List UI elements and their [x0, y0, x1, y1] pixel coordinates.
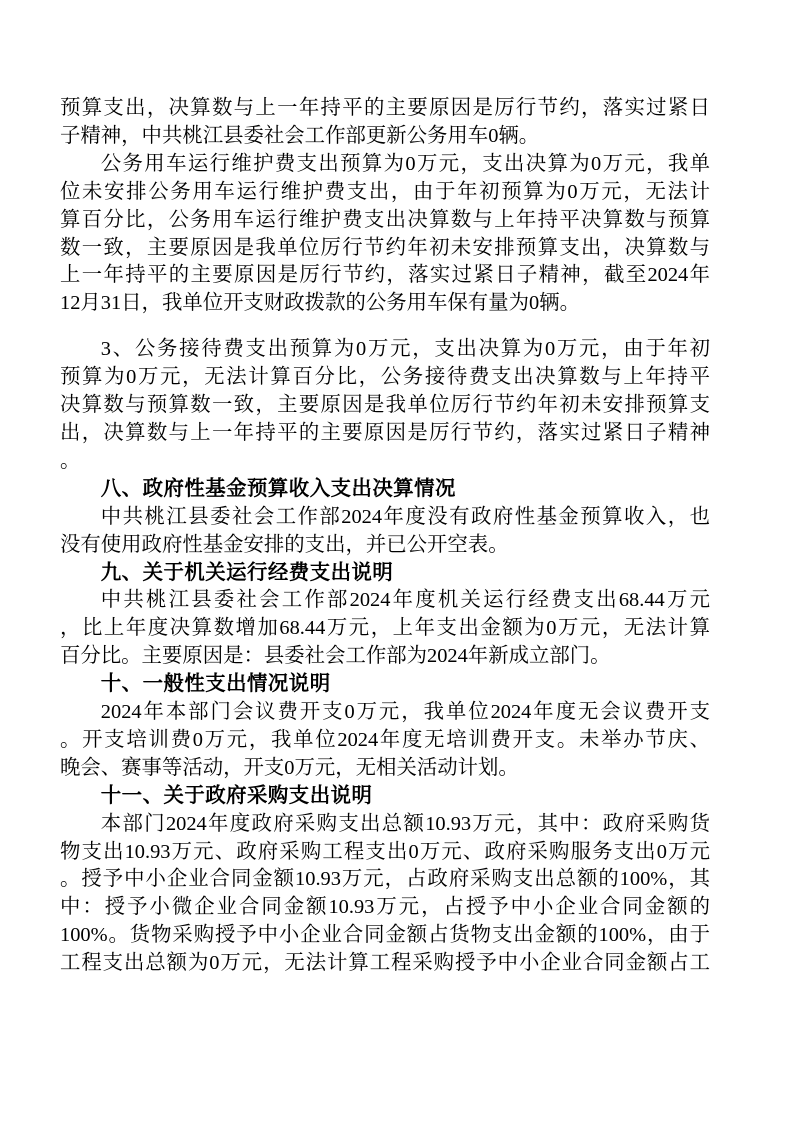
text-line: 子精神，中共桃江县委社会工作部更新公务用车0辆。: [60, 124, 540, 147]
paragraph-gap: [60, 318, 710, 336]
text-line: 决算数与预算数一致，主要原因是我单位厉行节约年初未安排预算支: [60, 394, 710, 417]
text-line: 预算为0万元，无法计算百分比，公务接待费支出决算数与上年持平: [60, 366, 710, 389]
text-line: 12月31日，我单位开支财政拨款的公务用车保有量为0辆。: [60, 292, 580, 315]
para-general-expenditure: [60, 699, 710, 783]
text-line: 上一年持平的主要原因是厉行节约，落实过紧日子精神，截至2024年: [60, 264, 710, 287]
para-government-fund-budget: [60, 504, 710, 560]
para-vehicle-operation-maintenance-expense: [60, 151, 710, 318]
text-line: 工程支出总额为0万元，无法计算工程采购授予中小企业合同金额占工: [60, 952, 710, 975]
text-line: 中：授予小微企业合同金额10.93万元，占授予中小企业合同金额的: [60, 896, 710, 919]
heading-section-11-government-procurement: [60, 783, 710, 811]
text-line: 公务用车运行维护费支出预算为0万元，支出决算为0万元，我单: [100, 152, 710, 175]
text-line: 中共桃江县委社会工作部2024年度没有政府性基金预算收入，也: [100, 505, 710, 528]
text-line: 。开支培训费0万元，我单位2024年度无培训费开支。未举办节庆、: [60, 728, 710, 751]
document-body: [60, 95, 710, 978]
section-heading: 八、政府性基金预算收入支出决算情况: [100, 477, 456, 500]
text-line: ，比上年度决算数增加68.44万元，上年支出金额为0万元，无法计算: [60, 617, 710, 640]
text-line: 本部门2024年度政府采购支出总额10.93万元，其中：政府采购货: [100, 812, 710, 835]
text-line: 预算支出，决算数与上一年持平的主要原因是厉行节约，落实过紧日: [60, 97, 710, 119]
text-line: 晚会、赛事等活动，开支0万元，无相关活动计划。: [60, 756, 519, 779]
text-line: 100%。货物采购授予中小企业合同金额占货物支出金额的100%，由于: [60, 924, 710, 947]
para-official-vehicle-purchase-continued: [60, 95, 710, 151]
heading-section-8-government-fund-budget: [60, 476, 710, 504]
section-heading: 十一、关于政府采购支出说明: [100, 784, 373, 807]
para-agency-operation-expense: [60, 587, 710, 671]
text-line: 中共桃江县委社会工作部2024年度机关运行经费支出68.44万元: [100, 589, 710, 612]
text-line: 算百分比，公务用车运行维护费支出决算数与上年持平决算数与预算: [60, 208, 710, 231]
section-heading: 九、关于机关运行经费支出说明: [100, 561, 394, 584]
heading-section-9-agency-operation-expense: [60, 560, 710, 588]
text-line: 物支出10.93万元、政府采购工程支出0万元、政府采购服务支出0万元: [60, 840, 710, 863]
text-line: 出，决算数与上一年持平的主要原因是厉行节约，落实过紧日子精神: [60, 421, 710, 444]
para-official-reception-expense: [60, 336, 710, 476]
text-line: 数一致，主要原因是我单位厉行节约年初未安排预算支出，决算数与: [60, 236, 710, 259]
section-heading: 十、一般性支出情况说明: [100, 673, 331, 696]
text-line: 。: [60, 449, 81, 472]
para-government-procurement: [60, 811, 710, 978]
heading-section-10-general-expenditure: [60, 671, 710, 699]
text-line: 没有使用政府性基金安排的支出，并已公开空表。: [60, 533, 509, 556]
text-line: 位未安排公务用车运行维护费支出，由于年初预算为0万元，无法计: [60, 180, 710, 203]
text-line: 2024年本部门会议费开支0万元，我单位2024年度无会议费开支: [100, 701, 710, 724]
text-line: 。授予中小企业合同金额10.93万元，占政府采购支出总额的100%，其: [60, 868, 710, 891]
text-line: 百分比。主要原因是：县委社会工作部为2024年新成立部门。: [60, 645, 611, 668]
text-line: 3、公务接待费支出预算为0万元，支出决算为0万元，由于年初: [100, 338, 710, 361]
